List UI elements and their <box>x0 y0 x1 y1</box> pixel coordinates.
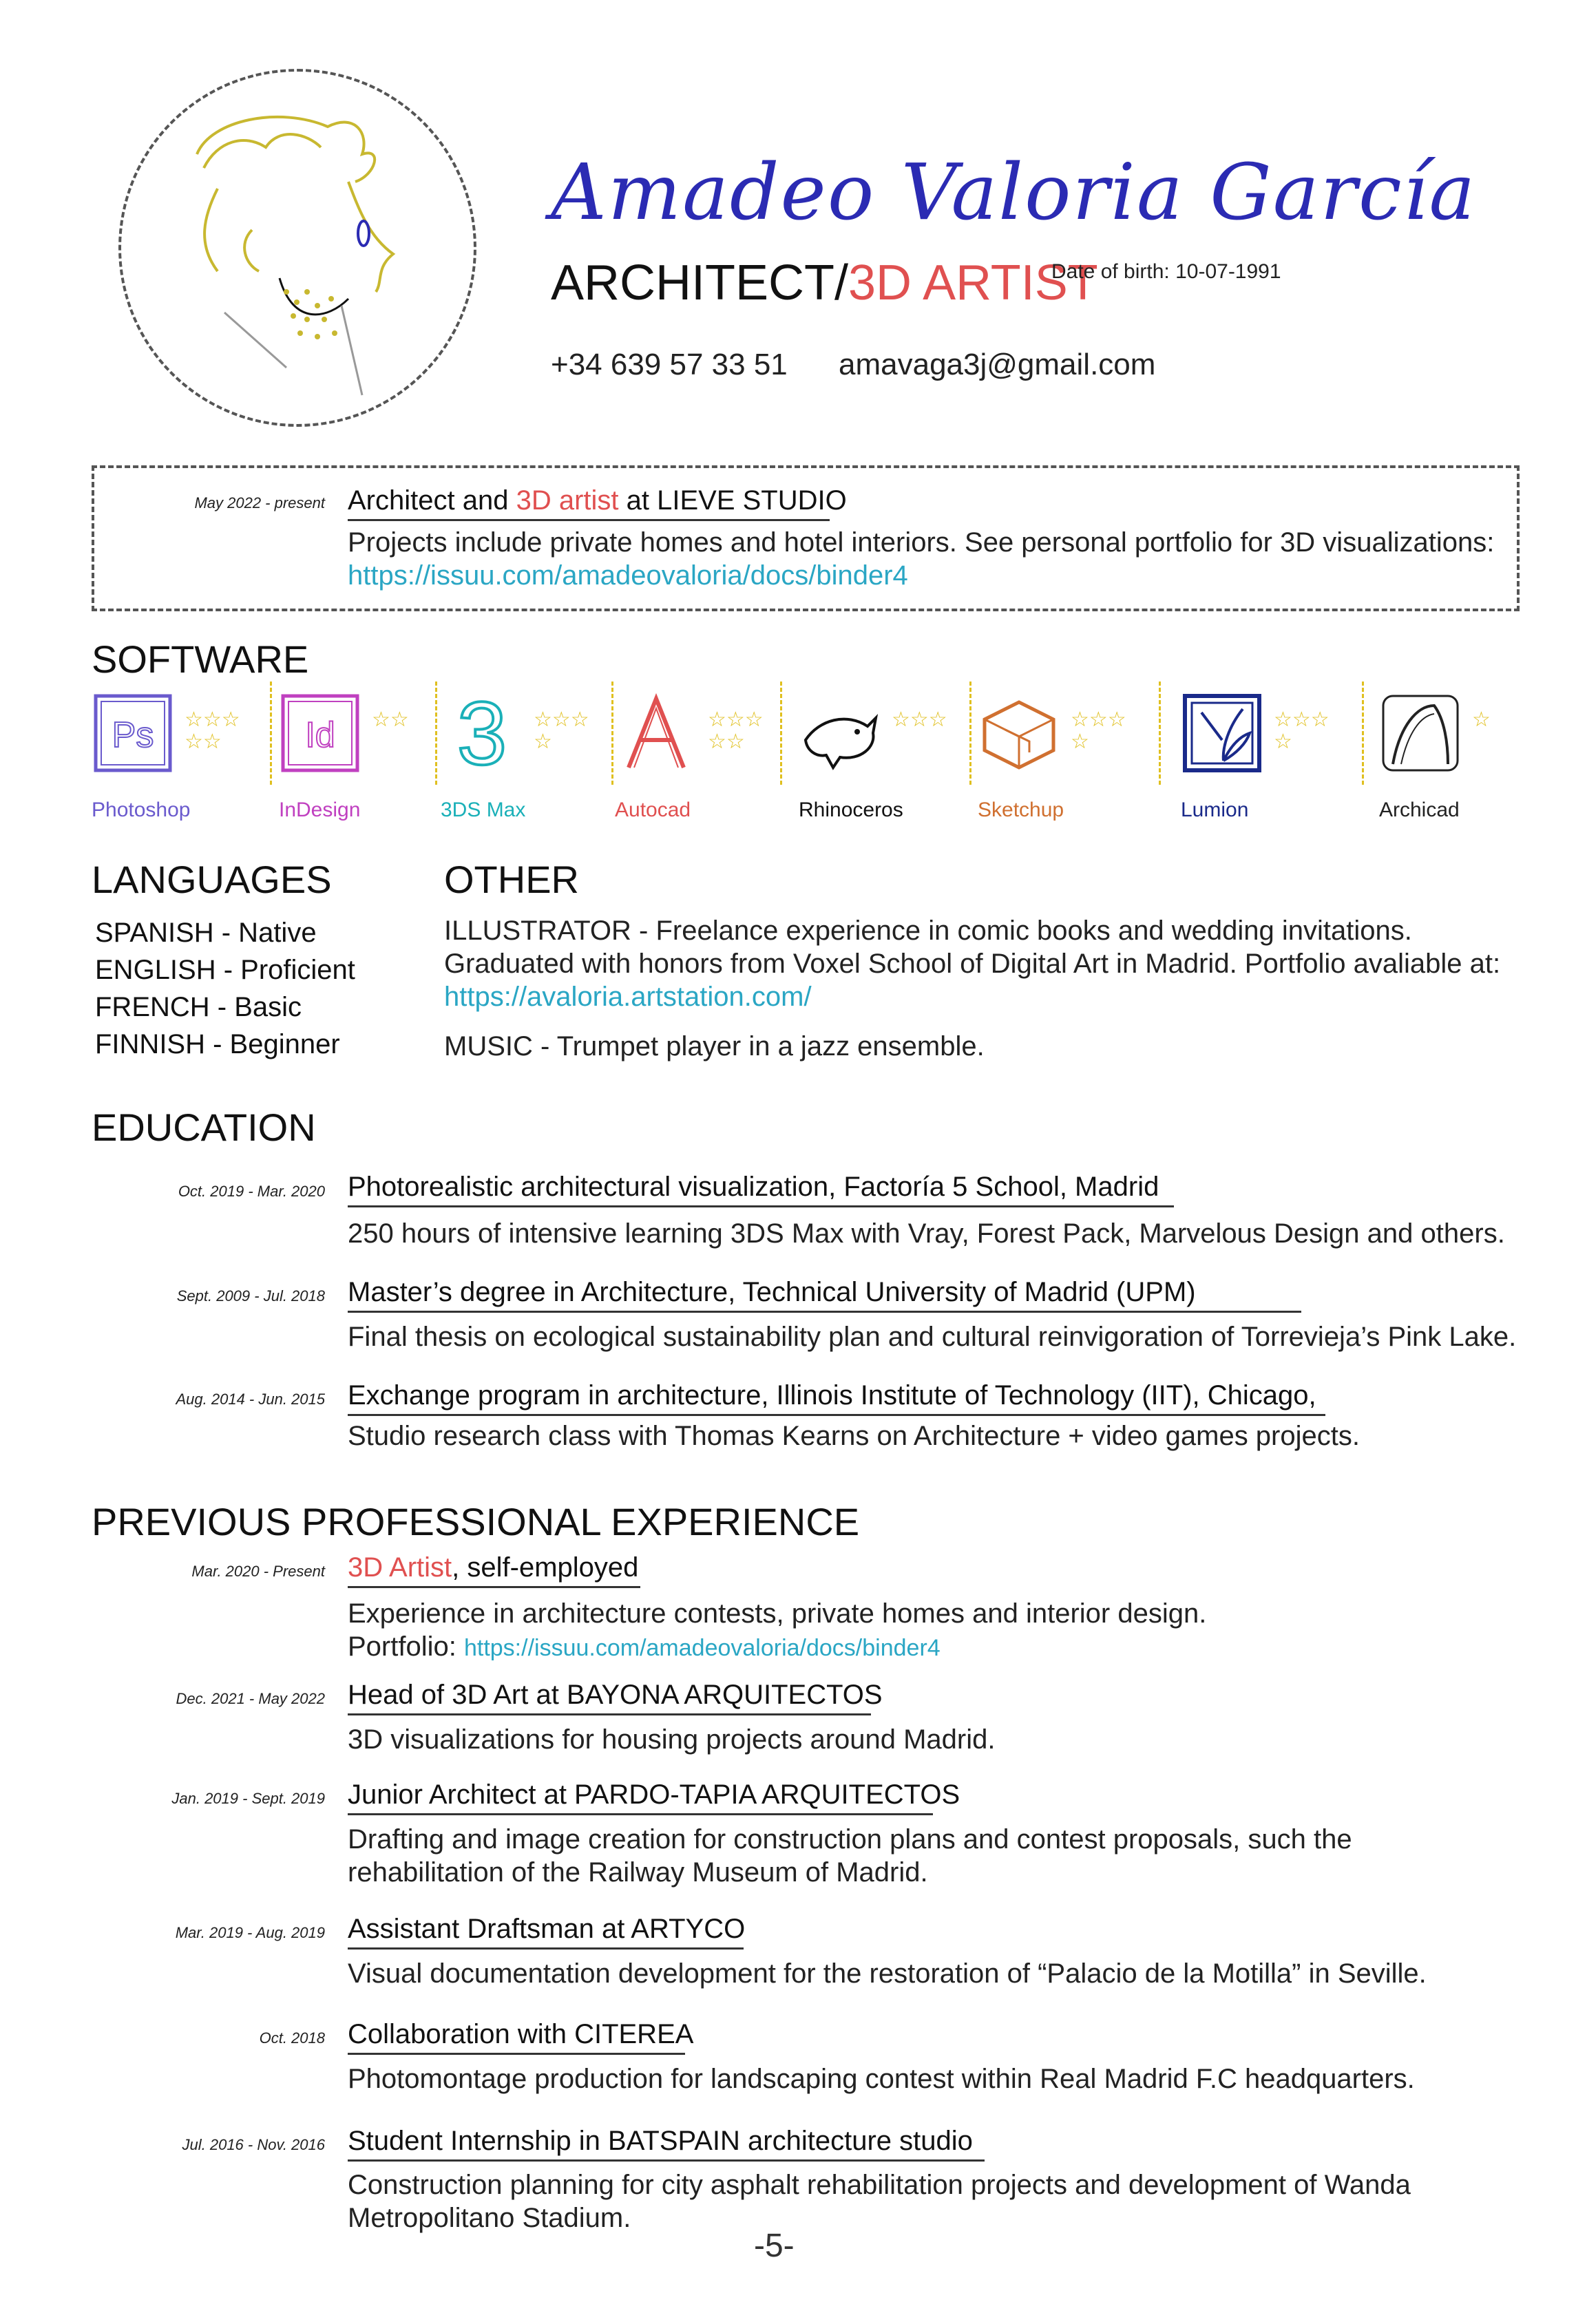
exp-role: Student Internship in BATSPAIN architecture studio <box>348 2126 985 2162</box>
language-item: SPANISH - Native <box>95 918 317 948</box>
3ds-max-icon <box>441 692 523 778</box>
edu-desc: Studio research class with Thomas Kearns on Architecture + video games projects. <box>348 1421 1360 1451</box>
edu-role: Photorealistic architectural visualization, Factoría 5 School, Madrid <box>348 1172 1174 1207</box>
language-item: FINNISH - Beginner <box>95 1029 340 1059</box>
exp-desc: Construction planning for city asphalt rehabilitation projects and development of Wanda Metropolitano Stadium. <box>348 2170 1411 2233</box>
exp-role: Assistant Draftsman at ARTYCO <box>348 1914 744 1950</box>
software-label: Archicad <box>1379 799 1460 821</box>
svg-text:Ps: Ps <box>112 715 154 755</box>
exp-role: Head of 3D Art at BAYONA ARQUITECTOS <box>348 1680 871 1715</box>
skill-stars: ☆☆☆ ☆ <box>534 708 589 753</box>
other-graduated: Graduated with honors from Voxel School of Digital Art in Madrid. Portfolio avaliable at: <box>444 949 1501 979</box>
software-separator <box>1362 682 1364 785</box>
exp-date: Oct. 2018 <box>259 2029 325 2047</box>
edu-date: Sept. 2009 - Jul. 2018 <box>176 1287 325 1304</box>
software-separator <box>1159 682 1161 785</box>
edu-date: Aug. 2014 - Jun. 2015 <box>176 1391 325 1408</box>
edu-desc: Final thesis on ecological sustainability plan and cultural reinvigoration of Torrevieja’s Pink Lake. <box>348 1322 1517 1352</box>
skill-stars: ☆☆☆ ☆☆ <box>708 708 764 753</box>
software-label: Rhinoceros <box>799 799 903 821</box>
software-label: Lumion <box>1181 799 1249 821</box>
archicad-icon <box>1379 692 1462 778</box>
experience-heading: PREVIOUS PROFESSIONAL EXPERIENCE <box>92 1500 860 1543</box>
edu-desc: 250 hours of intensive learning 3DS Max with Vray, Forest Pack, Marvelous Design and others. <box>348 1218 1505 1249</box>
skill-stars: ☆☆☆ ☆☆ <box>185 708 240 753</box>
svg-text:Id: Id <box>305 715 335 755</box>
exp-role: 3D Artist, self-employed <box>348 1552 640 1588</box>
title-main: ARCHITECT/ <box>551 255 848 310</box>
exp-desc: Photomontage production for landscaping contest within Real Madrid F.C headquarters. <box>348 2064 1415 2094</box>
exp-date: Dec. 2021 - May 2022 <box>176 1690 325 1707</box>
job-title <box>551 255 1098 311</box>
other-heading: OTHER <box>444 858 579 901</box>
skill-stars: ☆ <box>1472 708 1491 731</box>
skill-stars: ☆☆☆ ☆ <box>1274 708 1330 753</box>
software-separator <box>435 682 437 785</box>
autocad-icon <box>615 692 697 778</box>
portrait-sketch-icon <box>121 72 474 424</box>
indesign-icon <box>279 692 361 778</box>
email[interactable]: amavaga3j@gmail.com <box>839 348 1156 381</box>
exp-desc: Drafting and image creation for construction plans and contest proposals, such the rehabilitation of the Railway Museum of Madrid. <box>348 1824 1352 1888</box>
language-item: ENGLISH - Proficient <box>95 955 355 985</box>
exp-date: Mar. 2020 - Present <box>191 1563 325 1580</box>
edu-role: Master’s degree in Architecture, Technical University of Madrid (UPM) <box>348 1277 1301 1313</box>
current-desc: Projects include private homes and hotel interiors. See personal portfolio for 3D visualizations: <box>348 527 1495 558</box>
portrait-frame <box>118 69 476 427</box>
exp-portfolio-link[interactable]: https://issuu.com/amadeovaloria/docs/binder4 <box>463 1635 941 1661</box>
software-label: Photoshop <box>92 799 191 821</box>
software-separator <box>969 682 971 785</box>
title-accent: 3D ARTIST <box>848 255 1098 310</box>
languages-heading: LANGUAGES <box>92 858 332 901</box>
exp-desc: 3D visualizations for housing projects around Madrid. <box>348 1724 996 1755</box>
exp-role: Collaboration with CITEREA <box>348 2019 685 2055</box>
date-of-birth: Date of birth: 10-07-1991 <box>1051 260 1281 283</box>
exp-date: Jan. 2019 - Sept. 2019 <box>171 1790 325 1807</box>
software-heading: SOFTWARE <box>92 637 309 681</box>
current-date: May 2022 - present <box>194 494 325 511</box>
skill-stars: ☆☆☆ <box>892 708 947 731</box>
skill-stars: ☆☆☆ ☆ <box>1071 708 1126 753</box>
exp-desc: Experience in architecture contests, private homes and interior design. <box>348 1598 1207 1629</box>
current-role: Architect and 3D artist at LIEVE STUDIO <box>348 485 830 521</box>
languages-list <box>95 914 355 1063</box>
other-illustrator: ILLUSTRATOR - Freelance experience in comic books and wedding invitations. <box>444 916 1412 946</box>
exp-role: Junior Architect at PARDO-TAPIA ARQUITECTOS <box>348 1779 933 1815</box>
software-separator <box>611 682 613 785</box>
edu-role: Exchange program in architecture, Illinois Institute of Technology (IIT), Chicago, <box>348 1380 1325 1416</box>
current-link[interactable]: https://issuu.com/amadeovaloria/docs/binder4 <box>348 560 908 591</box>
software-label: 3DS Max <box>441 799 526 821</box>
software-label: Autocad <box>615 799 691 821</box>
exp-date: Jul. 2016 - Nov. 2016 <box>182 2136 325 2153</box>
phone: +34 639 57 33 51 <box>551 348 788 381</box>
page-number: -5- <box>754 2228 795 2264</box>
software-separator <box>270 682 272 785</box>
exp-portfolio: Portfolio: https://issuu.com/amadeovaloria/docs/binder4 <box>348 1631 941 1662</box>
skill-stars: ☆☆ <box>372 708 409 731</box>
software-separator <box>780 682 782 785</box>
language-item: FRENCH - Basic <box>95 992 302 1022</box>
education-heading: EDUCATION <box>92 1106 316 1149</box>
software-label: Sketchup <box>978 799 1064 821</box>
sketchup-icon <box>978 692 1060 778</box>
other-link[interactable]: https://avaloria.artstation.com/ <box>444 982 812 1012</box>
photoshop-icon <box>92 692 174 778</box>
exp-desc: Visual documentation development for the restoration of “Palacio de la Motilla” in Seville. <box>348 1958 1427 1989</box>
other-music: MUSIC - Trumpet player in a jazz ensemble. <box>444 1031 985 1061</box>
full-name: Amadeo Valoria García <box>551 148 1477 237</box>
rhino-icon <box>799 692 881 778</box>
lumion-icon <box>1181 692 1263 778</box>
exp-date: Mar. 2019 - Aug. 2019 <box>175 1924 325 1941</box>
edu-date: Oct. 2019 - Mar. 2020 <box>178 1183 325 1200</box>
software-label: InDesign <box>279 799 361 821</box>
svg-text:3: 3 <box>456 692 507 774</box>
